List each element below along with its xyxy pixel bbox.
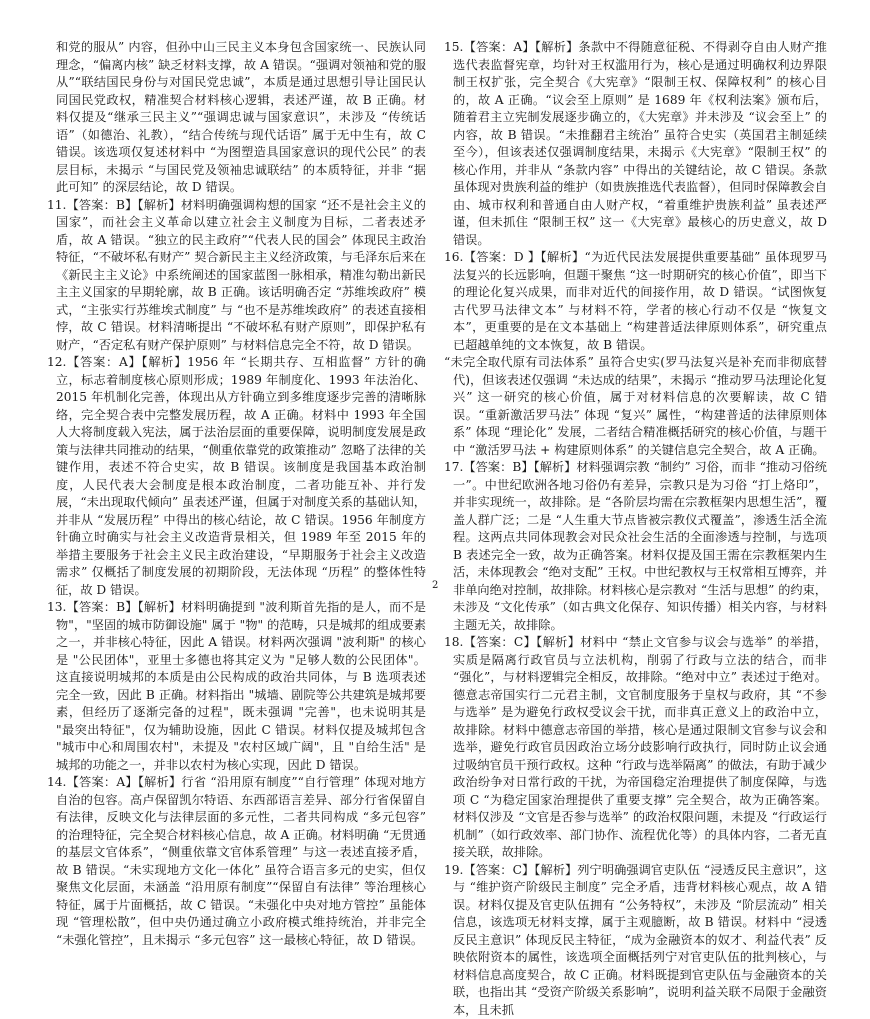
item-number: 12. [47, 355, 66, 369]
item-text: 【答案：B】【解析】材料明确提到 "波利斯首先指的是人，而不是物"，"坚固的城市防御设施" 属于 "物" 的范畴，只是城邦的组成要素之一，并非核心特征，因此 A 错误。材料两次强调 "波利斯" 的核心是 "公民团体"，亚里士多德也将其定义为 "足够人数的公民团体"。这直接说明城邦的本质是由公民构成的政治共同体，与 B 选项表述完全一致，因此 B 正确。材料指出 "城墙、剧院等公共建筑是城邦要素，但经历了逐渐完备的过程"，既未强调 "完善"，也未说明其是 "最突出特征"，仅为辅助设施，因此 C 错误。材料仅提及城邦包含 "城市中心和周围农村"，未提及 "农村区域广阔"，且 "自给生活" 是城邦的功能之一，并非以农村为核心实现，因此 D 错误。 [56, 600, 426, 772]
item-number: 18. [444, 635, 463, 649]
right-column [444, 39, 827, 1019]
item-text: 【答案：C】【解析】列宁明确强调官吏队伍 “浸透反民主意识”，这与 “维护资产阶级民主制度” 完全矛盾，违背材料核心观点，故 A 错误。材料仅提及官吏队伍拥有 “公务特权”，未涉及 “阶层流动” 相关信息，该选项无材料支撑，属于主观臆断，故 B 错误。材料中 “浸透反民主意识” 体现反民主特征，“成为金融资本的奴才、利益代表” 反映依附资本的属性，该选项全面概括列宁对官吏队伍的批判核心，与材料信息高度契合，故 C 正确。材料既提到官吏队伍与金融资本的关联，也指出其 “受资产阶级关系影响”，说明利益关联不局限于金融资本，且未抓 [453, 863, 827, 1017]
answer-item-15 [444, 39, 827, 249]
item-text: 【答案：B】【解析】材料明确强调构想的国家 “还不是社会主义的国家”，而社会主义革命以建立社会主义制度为目标，二者表述矛盾，故 A 错误。“独立的民主政府”“代表人民的国会” 体现民主政治特征，“不破坏私有财产” 契合新民主主义经济政策，与毛泽东后来在《新民主主义论》中系统阐述的国家蓝图一脉相承，精准勾勒出新民主主义国家的早期轮廓，故 B 正确。该话明确否定 “苏维埃政府” 模式，“主张实行苏维埃式制度” 与 “也不是苏维埃政府” 的表述直接相悖，故 C 错误。材料清晰提出 “不破坏私有财产原则”，即保护私有财产，“否定私有财产保护原则” 与材料信息完全不符，故 D 错误。 [56, 198, 426, 352]
item-number: 19. [444, 863, 463, 877]
answer-item-14 [47, 774, 426, 949]
item-number: 15. [444, 40, 463, 54]
answer-item-16 [444, 249, 827, 354]
item-number: 17. [444, 460, 463, 474]
item-text: 【答案：D 】【解析】“为近代民法发展提供重要基础” 虽体现罗马法复兴的长远影响，但题干聚焦 “这一时期研究的核心价值”，即当下的理论化复兴成果，而非对近代的间接作用，故 D 错误。“试图恢复古代罗马法律文本” 与材料不符，学者的核心行动不仅是 “恢复文本”，更重要的是在文本基础上 “构建普适法律原则体系”，研究重点已超越单纯的文本恢复，故 B 错误。 [453, 250, 827, 352]
item-number: 11. [47, 198, 66, 212]
item-text: 【答案：A】【解析】条款中不得随意征税、不得剥夺自由人财产推选代表监督宪章，均针对王权滥用行为，核心是通过明确权利边界限制王权扩张，完全契合《大宪章》“限制王权、保障权利” 的核心目的，故 A 正确。“议会至上原则” 是 1689 年《权利法案》颁布后，随着君主立宪制发展逐步确立的，《大宪章》并未涉及 “议会至上” 的内容，故 B 错误。“未推翻君主统治” 虽符合史实（英国君主制延续至今），但该表述仅强调制度结果，未揭示《大宪章》“限制王权” 的核心作用，并非从 “条款内容” 中得出的关键结论，故 C 错误。条款虽体现对贵族利益的维护（如贵族推选代表监督），但同时保障教会自由、城市权利和普通自由人财产权，“着重维护贵族利益” 虽表述严谨，但未抓住 “限制王权” 这一《大宪章》最核心的历史意义，故 D 错误。 [453, 40, 827, 247]
answer-item-12 [47, 354, 426, 599]
item-text: 【答案：A】【解析】行省 “沿用原有制度”“自行管理” 体现对地方自治的包容。高卢保留凯尔特语、东西部语言差异、部分行省保留自有法律，反映文化与法律层面的多元性，二者共同构成 “多元包容” 的治理特征，完全契合材料核心信息，故 A 正确。材料明确 “无贯通的基层文官体系”，“侧重依靠文官体系管理” 与这一表述直接矛盾，故 B 错误。“未实现地方文化一体化” 虽符合语言多元的史实，但仅聚焦文化层面，未涵盖 “沿用原有制度”“保留自有法律” 等治理核心特征，属于片面概括，故 C 错误。“未强化中央对地方管控” 虽能体现 “管理松散”，但中央仍通过确立小政府模式维持统治，并非完全 “未强化管控”，且未揭示 “多元包容” 这一最核心特征，故 D 错误。 [56, 775, 426, 947]
item-number: 13. [47, 600, 66, 614]
left-column [47, 39, 426, 949]
answer-item-11 [47, 197, 426, 355]
item-number: 14. [47, 775, 66, 789]
answer-item-16-continued: “未完全取代原有司法体系” 虽符合史实(罗马法复兴是补充而非彻底替代)，但该表述仅强调 “未达成的结果”，未揭示 “推动罗马法理论化复兴” 这一研究的核心价值，属于对材料信息的次要解读，故 C 错误。“重新激活罗马法” 体现 “复兴” 属性，“构建普适的法律原则体系” 体现 “理论化” 发展，二者结合精准概括研究的核心价值，与题干中 “激活罗马法 + 构建原则体系” 的关键信息完全契合，故 A 正确。 [444, 354, 827, 459]
page-number: 2 [432, 580, 438, 591]
answer-item-13 [47, 599, 426, 774]
continuation-paragraph: 和党的服从” 内容，但孙中山三民主义本身包含国家统一、民族认同理念，“偏离内核” 缺乏材料支撑，故 A 错误。“强调对领袖和党的服从”“联结国民身份与对国民党忠诚”，本质是通过思想引导让国民认同国民党政权，精准契合材料核心逻辑，表述严谨，故 B 正确。材料仅提及“继承三民主义”“强调忠诚与国家意识”，未涉及 “传统话语”（如德治、礼教），“结合传统与现代话语” 属于无中生有，故 C 错误。该选项仅复述材料中 “为图塑造具国家意识的现代公民” 的表层目标，未揭示 “与国民党及领袖忠诚联结” 的本质特征，并非 “据此可知” 的深层结论，故 D 错误。 [47, 39, 426, 197]
item-text: 【答案：C】【解析】材料中 “禁止文官参与议会与选举” 的举措，实质是隔离行政官员与立法机构，削弱了行政与立法的结合，而非 “强化”，与材料逻辑完全相反，故排除。“绝对中立” 表述过于绝对。德意志帝国实行二元君主制，文官制度服务于皇权与政府，其 “不参与选举” 是为避免行政权受议会干扰，而非真正意义上的政治中立，故排除。材料中德意志帝国的举措，核心是通过限制文官参与议会和选举，避免行政官员因政治立场分歧影响行政执行，同时防止议会通过吸纳官员干预行政权。这种 “行政与选举隔离” 的做法，有助于减少政治纷争对日常行政的干扰，为帝国稳定治理提供了制度保障，与选项 C “为稳定国家治理提供了重要支撑” 完全契合，故为正确答案。材料仅涉及 “文官是否参与选举” 的政治权限问题，未提及 “行政运行机制”（如行政效率、部门协作、流程优化等）的具体内容，二者无直接关联，故排除。 [453, 635, 827, 859]
answer-item-18 [444, 634, 827, 862]
answer-item-17 [444, 459, 827, 634]
item-text: 【答案：B】【解析】材料强调宗教 “制约” 习俗，而非 “推动习俗统一”。中世纪欧洲各地习俗仍有差异，宗教只是为习俗 “打上烙印”，并非实现统一，故排除。是 “各阶层均需在宗教框架内思想生活”，覆盖人群广泛；二是 “人生重大节点皆被宗教仪式覆盖”，渗透生活全流程。这两点共同体现教会对民众社会生活的全面渗透与控制，与选项 B 表述完全一致，故为正确答案。材料仅提及国王需在宗教框架内生活，未体现教会 “绝对支配” 王权。中世纪教权与王权常相互博弈，并非单向绝对控制，故排除。材料核心是宗教对 “生活与思想” 的约束，未涉及 “文化传承”（如古典文化保存、知识传播）相关内容，与材料主题无关，故排除。 [453, 460, 827, 632]
answer-item-19 [444, 862, 827, 1019]
item-text: 【答案：A】【解析】1956 年 “长期共存、互相监督” 方针的确立，标志着制度核心原则形成；1989 年制度化、1993 年法治化、2015 年机制化完善，体现出从方针确立到多维度逐步完善的清晰脉络，完全契合表中完整发展历程，故 A 正确。材料中 1993 年全国人大将制度载入宪法，属于法治层面的重要保障，说明制度发展是政策与法律共同推动的结果，“侧重依靠党的政策推动” 忽略了法律的关键作用，表述不符合史实，故 B 错误。该制度是我国基本政治制度，人民代表大会制度是根本政治制度，二者功能互补、并行发展，“未出现取代倾向” 虽表述严谨，但属于对制度关系的基础认知，并非从 “发展历程” 中得出的核心结论，故 C 错误。1956 年制度方针确立时确实与社会主义改造背景相关，但 1989 年至 2015 年的举措主要服务于社会主义民主政治建设，“早期服务于社会主义改造需求” 仅概括了制度发展的初期阶段，无法体现 “历程” 的整体性特征，故 D 错误。 [56, 355, 426, 597]
item-number: 16. [444, 250, 463, 264]
